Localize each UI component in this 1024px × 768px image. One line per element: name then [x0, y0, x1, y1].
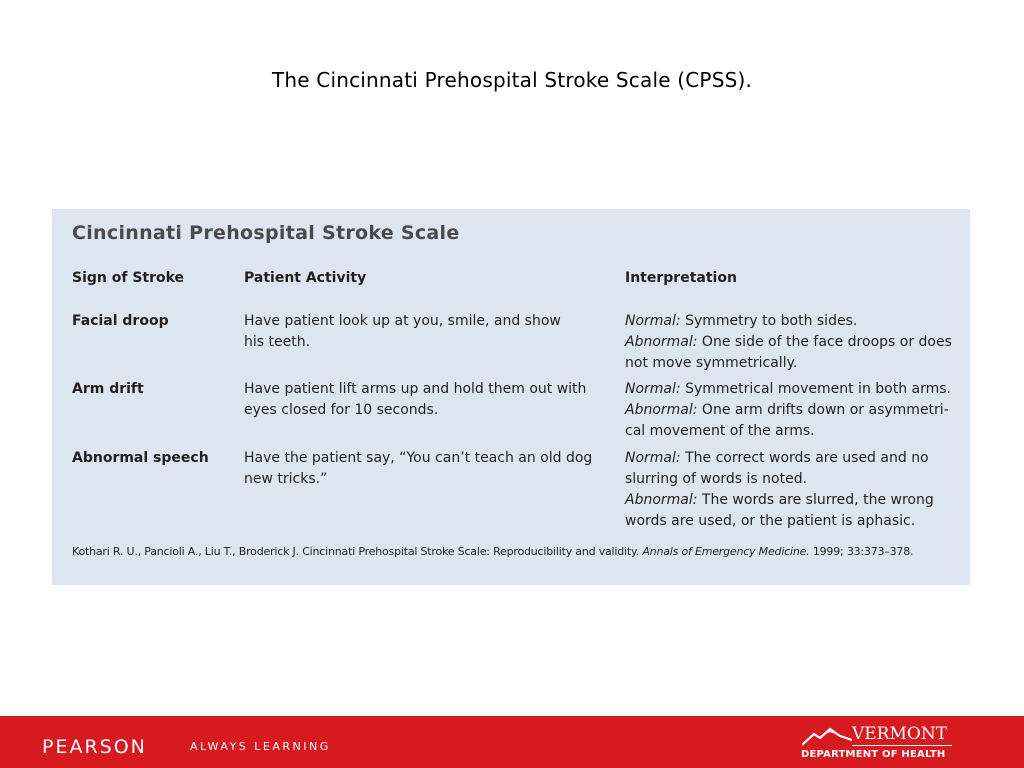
normal-label: Normal: — [625, 381, 681, 397]
citation-journal: Annals of Emergency Medicine. — [642, 545, 810, 558]
footer-bar — [0, 716, 1024, 768]
citation-authors: Kothari R. U., Pancioli A., Liu T., Broderick J. Cincinnati Prehospital Stroke Scale: Reproducibility and validity. — [72, 545, 643, 558]
normal-text: The correct words are used and no slurring of words is noted. — [625, 450, 929, 487]
tagline: ALWAYS LEARNING — [190, 740, 331, 753]
normal-text: Symmetrical movement in both arms. — [680, 381, 951, 397]
department-name: DEPARTMENT OF HEALTH — [801, 749, 946, 760]
stroke-scale-panel — [52, 209, 970, 585]
citation — [72, 545, 962, 558]
slide-title: The Cincinnati Prehospital Stroke Scale (CPSS). — [271, 68, 753, 92]
abnormal-label: Abnormal: — [625, 334, 698, 350]
activity-cell: Have the patient say, “You can’t teach an old dog new tricks.” — [244, 450, 593, 487]
normal-label: Normal: — [625, 450, 681, 466]
normal-label: Normal: — [625, 313, 681, 329]
header-interpretation: Interpretation — [625, 270, 737, 286]
interpretation-cell — [625, 311, 960, 374]
header-activity: Patient Activity — [244, 270, 367, 286]
sign-cell: Abnormal speech — [72, 450, 209, 466]
activity-cell: Have patient lift arms up and hold them out with eyes closed for 10 seconds. — [244, 381, 587, 418]
sign-cell: Facial droop — [72, 313, 169, 329]
sign-cell: Arm drift — [72, 381, 144, 397]
interpretation-cell — [625, 448, 950, 532]
interpretation-cell — [625, 379, 960, 442]
normal-text: Symmetry to both sides. — [680, 313, 858, 329]
abnormal-text: One side of the face droops or does not move symmetrically. — [625, 334, 952, 371]
panel-title: Cincinnati Prehospital Stroke Scale — [72, 222, 460, 244]
logo-divider — [852, 745, 952, 746]
vermont-health-logo — [800, 724, 955, 764]
abnormal-text: The words are slurred, the wrong words are used, or the patient is aphasic. — [625, 492, 934, 529]
abnormal-label: Abnormal: — [625, 402, 698, 418]
vermont-name: VERMONT — [852, 724, 948, 744]
citation-details: 1999; 33:373–378. — [809, 545, 914, 558]
activity-cell: Have patient look up at you, smile, and show his teeth. — [244, 313, 561, 350]
abnormal-text: One arm drifts down or asymmetri-cal movement of the arms. — [625, 402, 949, 439]
pearson-logo: PEARSON — [42, 736, 147, 758]
header-sign: Sign of Stroke — [72, 270, 185, 286]
mountain-icon — [802, 726, 852, 746]
abnormal-label: Abnormal: — [625, 492, 698, 508]
